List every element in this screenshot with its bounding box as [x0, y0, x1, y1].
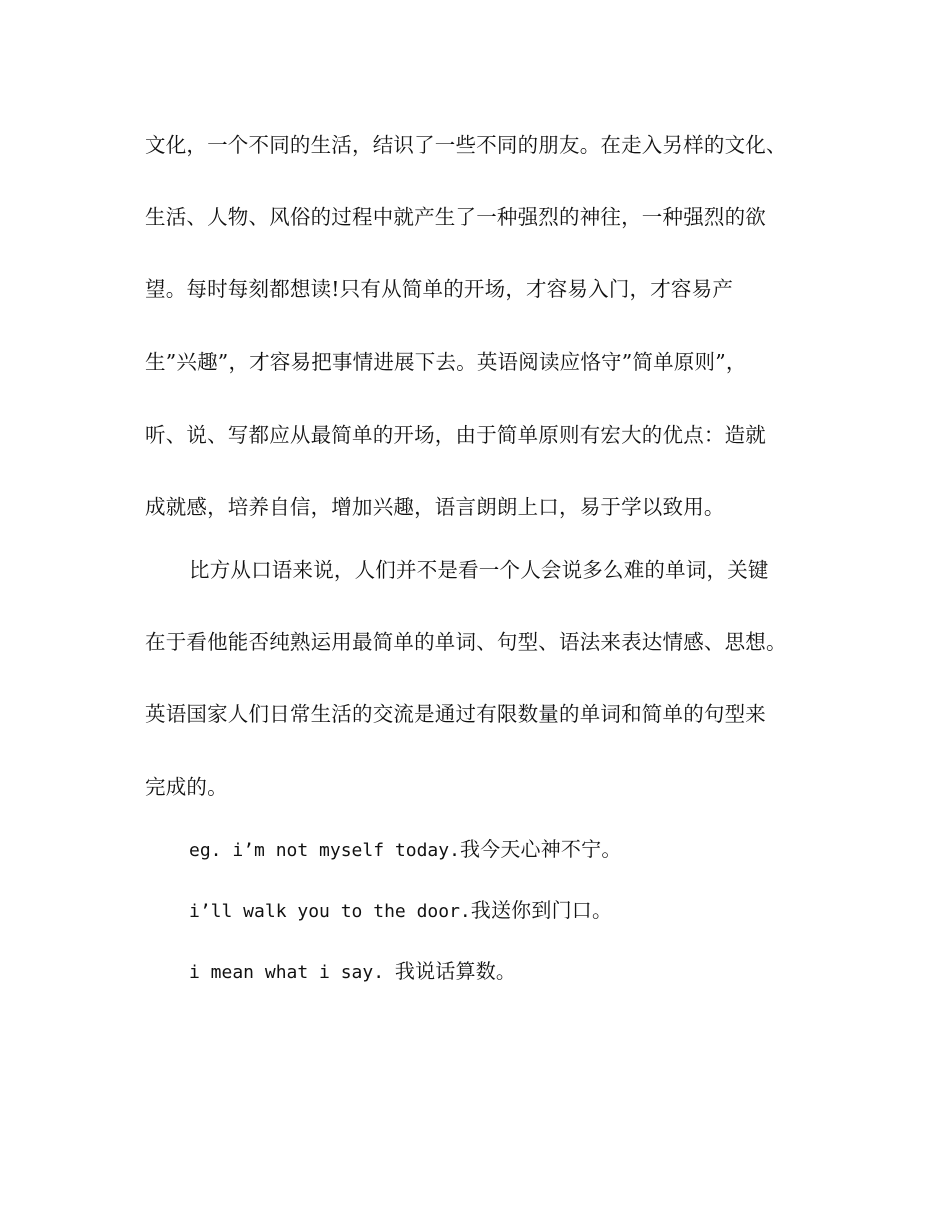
paragraph-line: 望。每时每刻都想读!只有从简单的开场，才容易入门，才容易产 [145, 277, 734, 301]
paragraph-line: 在于看他能否纯熟运用最简单的单词、句型、语法来表达情感、思想。 [145, 630, 787, 654]
paragraph-line: 完成的。 [145, 775, 228, 799]
paragraph-line: 生”兴趣”，才容易把事情进展下去。英语阅读应恪守”简单原则”， [145, 350, 747, 374]
example-sentence [189, 957, 516, 987]
paragraph-line: 成就感，培养自信，增加兴趣，语言朗朗上口，易于学以致用。 [145, 495, 725, 519]
example-chinese: 我说话算数。 [394, 959, 517, 983]
paragraph-line: 英语国家人们日常生活的交流是通过有限数量的单词和简单的句型来 [145, 702, 766, 726]
paragraph-line: 生活、人物、风俗的过程中就产生了一种强烈的神往，一种强烈的欲 [145, 205, 766, 229]
example-chinese: 我送你到门口。 [470, 898, 613, 922]
paragraph-line: 比方从口语来说，人们并不是看一个人会说多么难的单词，关键 [189, 558, 769, 582]
paragraph-line: 听、说、写都应从最简单的开场，由于简单原则有宏大的优点：造就 [145, 423, 766, 447]
example-chinese: 我今天心神不宁。 [459, 837, 622, 861]
example-english: i mean what i say. [189, 962, 395, 983]
example-english: i’ll walk you to the door. [189, 901, 471, 922]
paragraph-line: 文化，一个不同的生活，结识了一些不同的朋友。在走入另样的文化、 [145, 133, 787, 157]
example-english: eg. i’m not myself today. [189, 840, 460, 861]
example-sentence [189, 896, 612, 926]
example-sentence [189, 835, 622, 865]
